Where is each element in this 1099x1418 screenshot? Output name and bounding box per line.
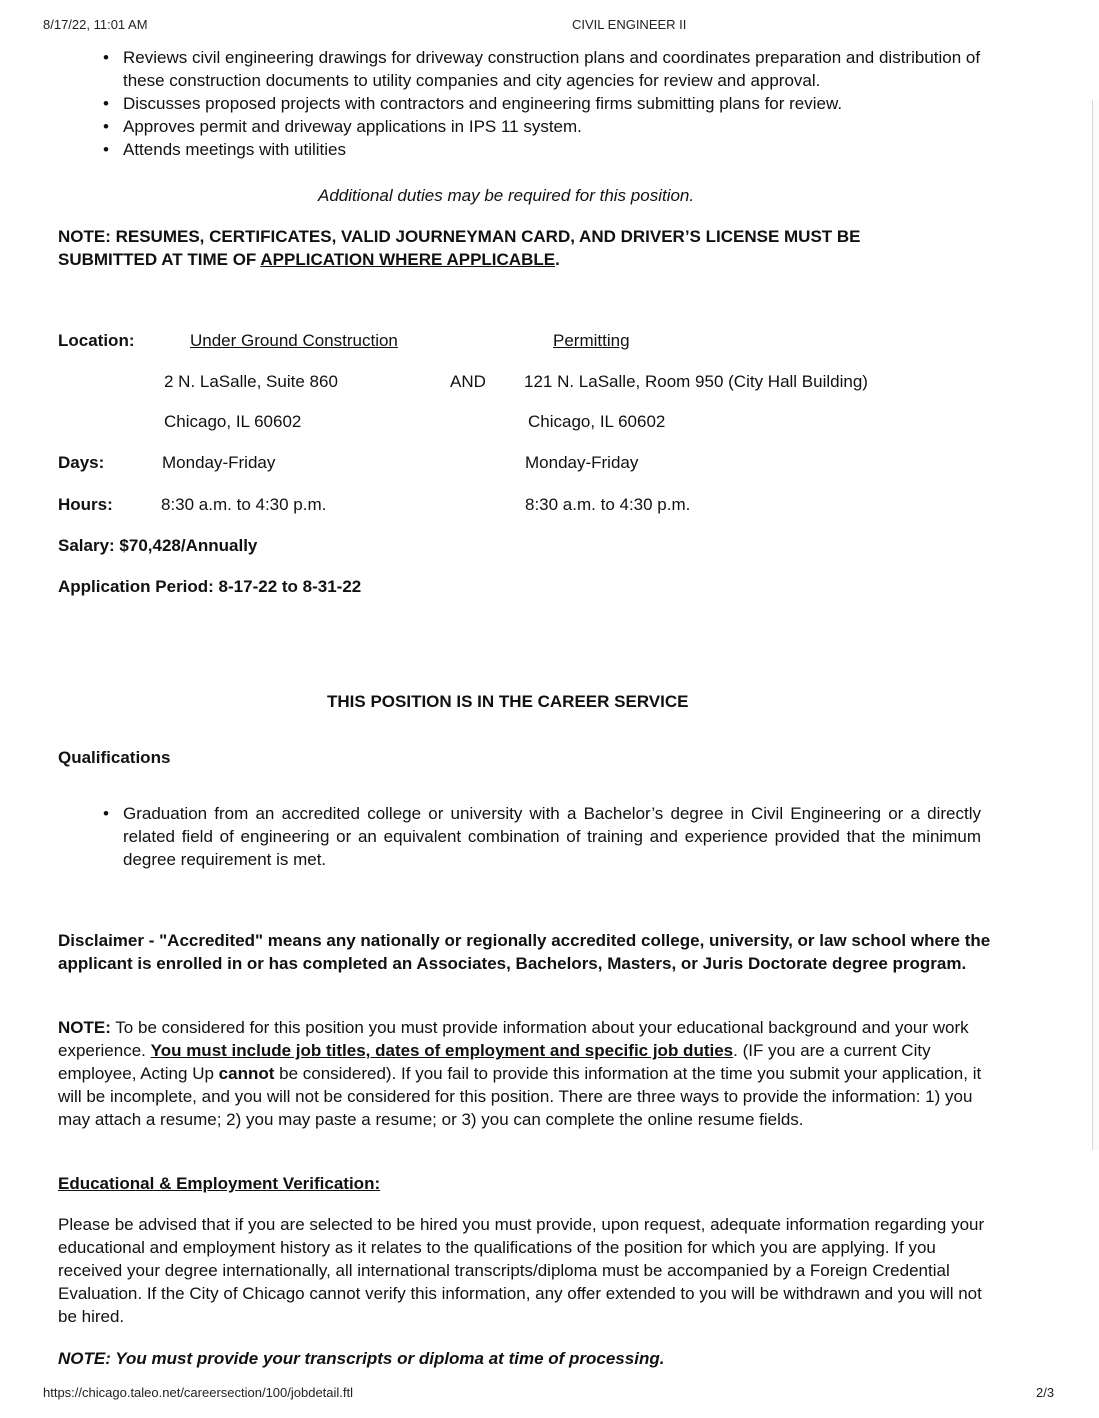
permitting-address-line2: Chicago, IL 60602 bbox=[528, 412, 666, 431]
print-datetime: 8/17/22, 11:01 AM bbox=[43, 17, 148, 32]
location-underground-name: Under Ground Construction bbox=[190, 331, 398, 350]
list-item: • Approves permit and driveway applications in IPS 11 system. bbox=[103, 117, 582, 136]
page-url: https://chicago.taleo.net/careersection/100/jobdetail.ftl bbox=[43, 1385, 354, 1400]
list-item: • Discusses proposed projects with contractors and engineering firms submitting plans for review. bbox=[103, 94, 843, 113]
list-item: • Attends meetings with utilities bbox=[103, 140, 346, 159]
qualifications-heading: Qualifications bbox=[58, 748, 171, 767]
hours-underground: 8:30 a.m. to 4:30 p.m. bbox=[161, 495, 327, 514]
application-info-note: NOTE: To be considered for this position you must provide information about your educational background and your work experience. You must include job titles, dates of employment and specific job duties. (IF you are a current City employee, Acting Up cannot be considered). If you fail to provide this information at the time you submit your application, it will be incomplete, and you will not be considered for this position. There are three ways to provide the information: 1) you may attach a resume; 2) you may paste a resume; or 3) you can complete the online resume fields. bbox=[58, 1018, 982, 1129]
verification-text: Please be advised that if you are selected to be hired you must provide, upon request, adequate information regarding your educational and employment history as it relates to the qualifications of the position for which you are applying. If you received your degree internationally, all international transcripts/diploma must be accompanied by a Foreign Credential Evaluation. If the City of Chicago cannot verify this information, any offer extended to you will be withdrawn and you will not be hired. bbox=[58, 1215, 985, 1326]
accreditation-disclaimer: Disclaimer - "Accredited" means any nationally or regionally accredited college, university, or law school where the applicant is enrolled in or has completed an Associates, Bachelors, Masters, or Juris Doctorate degree program. bbox=[58, 931, 991, 973]
underground-address-line2: Chicago, IL 60602 bbox=[164, 412, 302, 431]
hours-label: Hours: bbox=[58, 495, 113, 514]
verification-heading: Educational & Employment Verification: bbox=[58, 1174, 381, 1193]
bullet-icon: • bbox=[103, 48, 109, 67]
salary: Salary: $70,428/Annually bbox=[58, 536, 258, 555]
career-service-heading: THIS POSITION IS IN THE CAREER SERVICE bbox=[327, 692, 689, 711]
location-and: AND bbox=[450, 372, 486, 391]
permitting-address-line1: 121 N. LaSalle, Room 950 (City Hall Building) bbox=[524, 372, 868, 391]
bullet-icon: • bbox=[103, 94, 109, 113]
underground-address-line1: 2 N. LaSalle, Suite 860 bbox=[164, 372, 338, 391]
documents-note: NOTE: RESUMES, CERTIFICATES, VALID JOURNEYMAN CARD, AND DRIVER’S LICENSE MUST BE SUBMITTED AT TIME OF APPLICATION WHERE APPLICABLE. bbox=[58, 227, 861, 269]
qualifications-list bbox=[103, 802, 981, 871]
bullet-icon: • bbox=[103, 140, 109, 159]
transcripts-note: NOTE: You must provide your transcripts or diploma at time of processing. bbox=[58, 1349, 665, 1368]
hours-permitting: 8:30 a.m. to 4:30 p.m. bbox=[525, 495, 691, 514]
additional-duties-note: Additional duties may be required for this position. bbox=[318, 186, 695, 205]
list-item: • Reviews civil engineering drawings for driveway construction plans and coordinates preparation and distribution of these construction documents to utility companies and city agencies for review and approval. bbox=[103, 48, 981, 90]
list-item: • Graduation from an accredited college or university with a Bachelor’s degree in Civil Engineering or a directly related field of engineering or an equivalent combination of training and experience provided that the minimum degree requirement is met. bbox=[103, 804, 981, 869]
page-title: CIVIL ENGINEER II bbox=[572, 17, 687, 32]
days-label: Days: bbox=[58, 453, 105, 472]
days-underground: Monday-Friday bbox=[162, 453, 276, 472]
scrollbar[interactable] bbox=[1092, 100, 1099, 1150]
days-permitting: Monday-Friday bbox=[525, 453, 639, 472]
page-number: 2/3 bbox=[1036, 1385, 1055, 1400]
bullet-icon: • bbox=[103, 804, 109, 823]
bullet-icon: • bbox=[103, 117, 109, 136]
location-permitting-name: Permitting bbox=[553, 331, 630, 350]
duties-list bbox=[103, 46, 993, 161]
location-label: Location: bbox=[58, 331, 135, 350]
application-period: Application Period: 8-17-22 to 8-31-22 bbox=[58, 577, 362, 596]
